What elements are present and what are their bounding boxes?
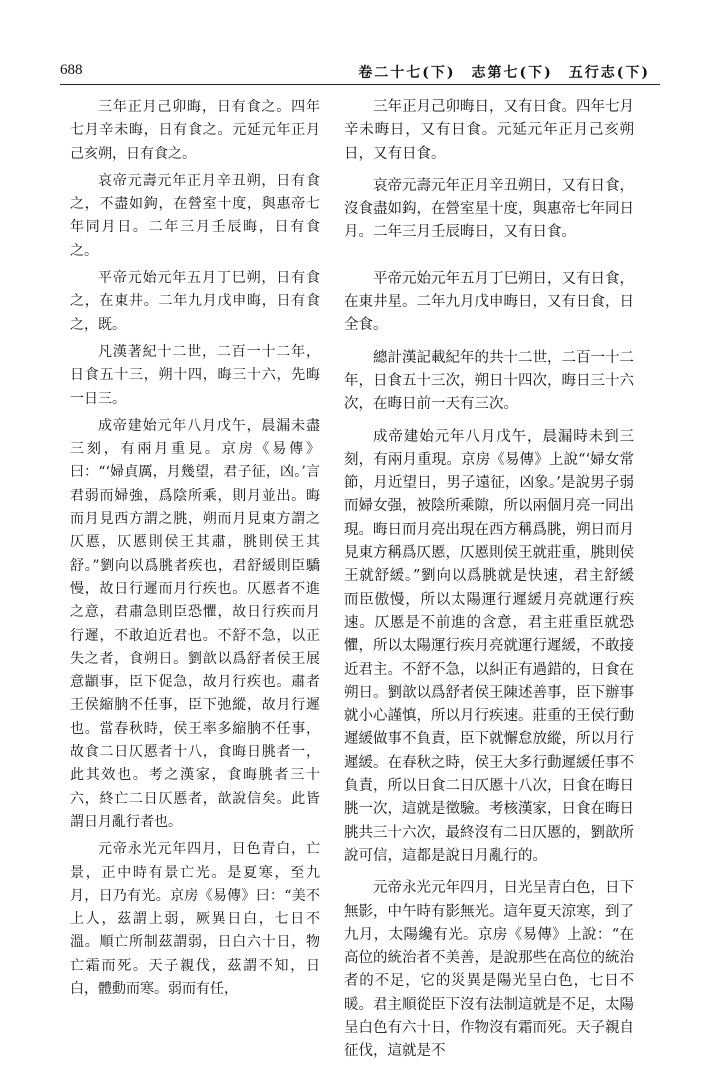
running-title: 卷二十七(下) 志第七(下) 五行志(下) bbox=[358, 65, 650, 81]
translation-paragraph: 成帝建始元年八月戊午，晨漏時未到三刻，有兩月重現。京房《易傳》上說“‘婦女常節，月近望日，男子遠征，凶象。’是說男子弱而婦女强，被陰所乘隙，所以兩個月亮一同出現。晦日而月亮出現在西方稱爲朓，朔日而月見東方稱爲仄慝，仄慝則侯王就莊重，朓則侯王就舒緩。”劉向以爲朓就是快速，君主舒緩而臣傲慢，所以太陽運行遲緩月亮就運行疾速。仄慝是不前進的含意，君主莊重臣就恐懼，所以太陽運行疾月亮就運行遲緩，不敢接近君主。不舒不急，以糾正有過錯的，日食在朔日。劉歆以爲舒者侯王陳述善事，臣下辦事就小心謹慎，所以月行疾速。莊重的王侯行動遲緩做事不負責，臣下就懈怠放縱，所以月行遲緩。在春秋之時，侯王大多行動遲緩任事不負責，所以日食二日仄慝十八次，日食在晦日朓一次，這就是徵驗。考核漢家，日食在晦日朓共三十六次，最終沒有二日仄慝的，劉歆所說可信，這都是說日月亂行的。 bbox=[344, 428, 634, 864]
translation-paragraph: 平帝元始元年五月丁巳朔日，又有日食，在東井星。二年九月戊申晦日，又有日食，日全食。 bbox=[344, 270, 634, 334]
translation-paragraph: 三年正月己卯晦日，又有日食。四年七月辛未晦日，又有日食。元延元年正月己亥朔日，又有日食。 bbox=[344, 99, 634, 162]
paragraph-gap bbox=[344, 254, 634, 268]
header-rule bbox=[60, 84, 660, 85]
classical-paragraph: 三年正月己卯晦，日有食之。四年七月辛未晦，日有食之。元延元年正月己亥朔，日有食之。 bbox=[70, 99, 320, 162]
classical-paragraph: 平帝元始元年五月丁巳朔，日有食之，在東井。二年九月戊申晦，日有食之，既。 bbox=[70, 270, 320, 333]
classical-paragraph: 成帝建始元年八月戊午，晨漏未盡三刻，有兩月重見。京房《易傳》曰：“‘婦貞厲，月幾望，君子征，凶。’言君弱而婦強，爲陰所乘，則月並出。晦而月見西方謂之朓，朔而月見東方謂之仄慝，仄慝則侯王其肅，朓則侯王其舒。”劉向以爲朓者疾也，君舒緩則臣驕慢，故日行遲而月行疾也。仄慝者不進之意，君肅急則臣恐懼，故日行疾而月行遲，不敢迫近君也。不舒不急，以正失之者，食朔日。劉歆以爲舒者侯王展意顓事，臣下促急，故月行疾也。肅者王侯縮朒不任事，臣下弛縱，故月行遲也。當春秋時，侯王率多縮朒不任事，故食二日仄慝者十八，食晦日朓者一，此其效也。考之漢家，食晦朓者三十六，終亡二日仄慝者，歆說信矣。此皆謂日月亂行者也。 bbox=[70, 417, 320, 830]
classical-paragraph: 哀帝元壽元年正月辛丑朔，日有食之，不盡如鉤，在營室十度，與惠帝七年同月日。二年三月壬辰晦，日有食之。 bbox=[70, 172, 320, 259]
classical-paragraph: 元帝永光元年四月，日色青白，亡景，正中時有景亡光。是夏寒，至九月，日乃有光。京房《易傳》曰：“美不上人，茲謂上弱，厥異日白，七日不溫。順亡所制茲謂弱，日白六十日，物亡霜而死。天子親伐，茲謂不知，日白，體動而寒。弱而有任， bbox=[70, 841, 320, 997]
translation-paragraph: 元帝永光元年四月，日光呈青白色，日下無影，中午時有影無光。這年夏天涼寒，到了九月，太陽纔有光。京房《易傳》上說：“在高位的統治者不美善，是說那些在高位的統治者的不足，它的災異是陽光呈白色，七日不暖。君主順從臣下沒有法制這就是不足，太陽呈白色有六十日，作物沒有霜而死。天子親自征伐，這就是不 bbox=[344, 880, 634, 1060]
classical-text-column bbox=[70, 96, 320, 1005]
translation-column bbox=[344, 96, 634, 1073]
page-number: 688 bbox=[60, 62, 83, 78]
translation-paragraph: 總計漢記載紀年的共十二世，二百一十二年，日食五十三次，朔日十四次，晦日三十六次，在晦日前一天有三次。 bbox=[344, 349, 634, 413]
page-header bbox=[60, 62, 660, 86]
classical-paragraph: 凡漢著紀十二世，二百一十二年，日食五十三，朔十四，晦三十六，先晦一日三。 bbox=[70, 343, 320, 407]
translation-paragraph: 哀帝元壽元年正月辛丑朔日，又有日食，沒食盡如鈎，在營室星十度，與惠帝七年同日月。二年三月壬辰晦日，又有日食。 bbox=[344, 177, 634, 241]
